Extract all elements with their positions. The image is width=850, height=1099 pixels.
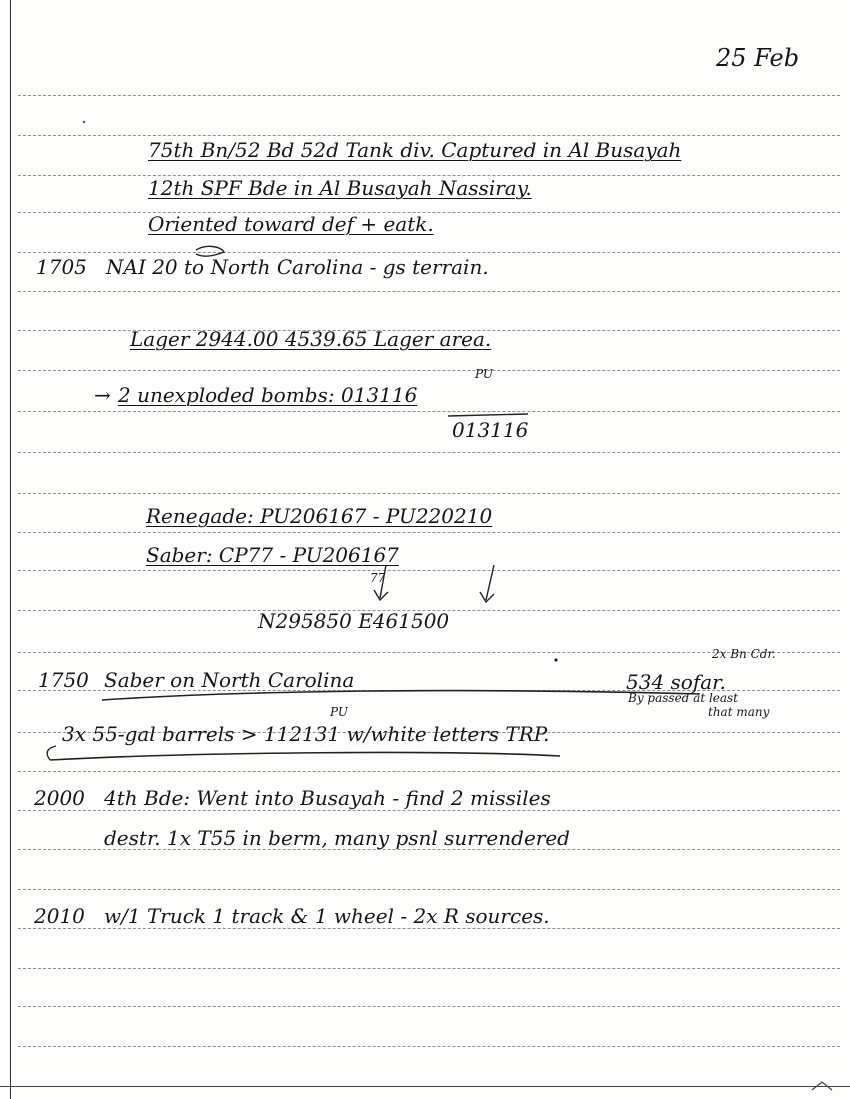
margin-note: 2x Bn Cdr. [712,647,776,661]
entry-line: destr. 1x T55 in berm, many psnl surrendered [104,826,570,850]
grid-prefix: PU [330,705,348,719]
entry-time: 1705 [36,255,87,279]
entry-line: Renegade: PU206167 - PU220210 [146,504,493,528]
entry-line: Saber: CP77 - PU206167 [146,543,399,567]
entry-line: Oriented toward def + eatk. [148,212,434,236]
entry-line: Lager 2944.00 4539.65 Lager area. [130,327,492,351]
bracket-stroke [102,691,700,700]
down-arrow-icon [480,565,494,602]
grid-prefix: PU [475,367,493,381]
margin-note: 534 sofar. [626,670,726,694]
entry-time: 1750 [38,668,89,692]
entry-line: Saber on North Carolina [104,668,355,692]
entry-time: 2000 [34,786,85,810]
entry-line: w/1 Truck 1 track & 1 wheel - 2x R sources. [104,904,550,928]
ink-dot [554,658,557,661]
entry-line: 3x 55-gal barrels > 112131 w/white letters TRP. [62,722,550,746]
underline-stroke [448,414,528,416]
strikeout-stroke [196,246,224,256]
corner-mark [812,1082,832,1090]
entry-line: 12th SPF Bde in Al Busayah Nassiray. [148,176,532,200]
entry-line: 2 unexploded bombs: 013116 [118,383,418,407]
entry-line: 4th Bde: Went into Busayah - find 2 missiles [104,786,551,810]
entry-time: 2010 [34,904,85,928]
bracket-stroke [47,746,56,760]
margin-note: By passed at least [628,691,739,705]
entry-subline: 77 [370,571,386,585]
entry-subline: 013116 [452,418,529,442]
arrow-glyph: → [94,383,111,407]
page-date: 25 Feb [716,44,800,72]
entry-line: 75th Bn/52 Bd 52d Tank div. Captured in Al Busayah [148,138,682,162]
ink-dot [83,121,85,123]
down-arrow-icon [374,565,388,600]
entry-line: NAI 20 to North Carolina - gs terrain. [106,255,489,279]
entry-line: N295850 E461500 [258,609,450,633]
bracket-stroke [50,753,560,760]
margin-note: that many [708,705,770,719]
